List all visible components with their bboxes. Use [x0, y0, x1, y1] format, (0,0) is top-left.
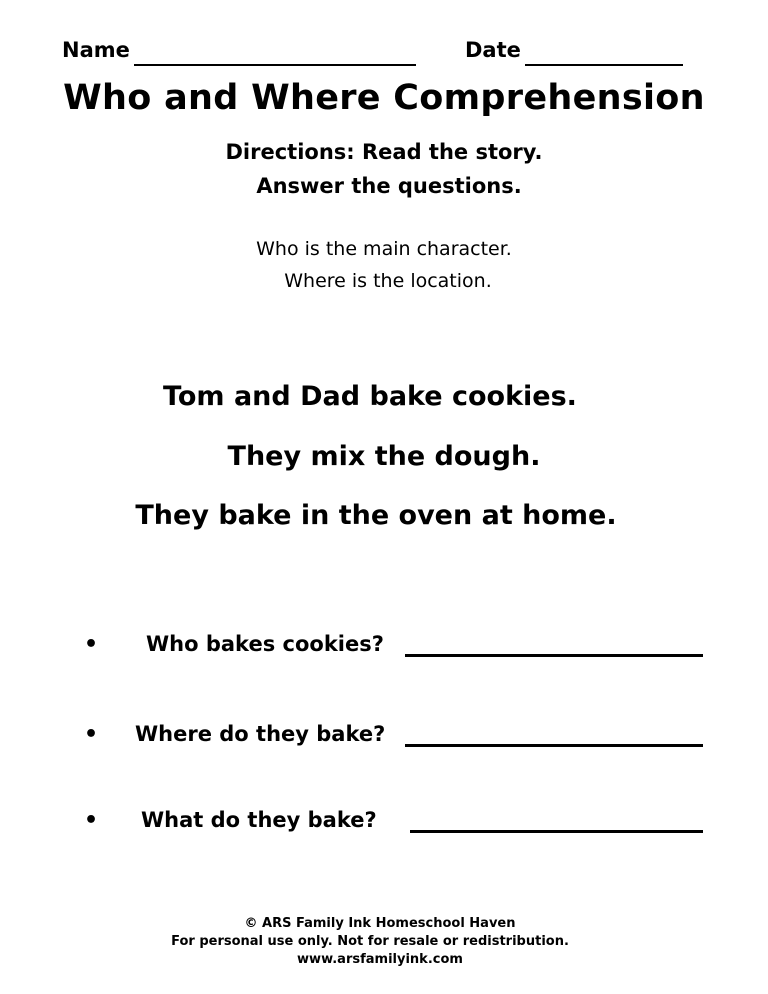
footer-website-link[interactable]: www.arsfamilyink.com	[297, 952, 463, 967]
footer-usage-notice: For personal use only. Not for resale or redistribution.	[171, 934, 569, 949]
date-answer-line[interactable]	[525, 64, 683, 66]
question-3-answer-line[interactable]	[410, 830, 703, 833]
bullet-icon: •	[84, 632, 99, 657]
story-sentence-2: They mix the dough.	[227, 441, 541, 472]
story-sentence-3: They bake in the oven at home.	[135, 500, 617, 531]
story-sentence-1: Tom and Dad bake cookies.	[163, 381, 577, 412]
bullet-icon: •	[84, 722, 99, 747]
question-3-label: What do they bake?	[141, 808, 377, 832]
worksheet-title: Who and Where Comprehension	[63, 78, 705, 118]
directions-line-1: Directions: Read the story.	[225, 140, 543, 164]
question-2-label: Where do they bake?	[135, 722, 386, 746]
name-label: Name	[62, 38, 130, 62]
question-1-label: Who bakes cookies?	[146, 632, 384, 656]
date-label: Date	[465, 38, 521, 62]
question-1-answer-line[interactable]	[405, 654, 703, 657]
bullet-icon: •	[84, 808, 99, 833]
directions-line-2: Answer the questions.	[256, 174, 522, 198]
hint-line-2: Where is the location.	[284, 270, 492, 292]
question-2-answer-line[interactable]	[405, 744, 703, 747]
name-answer-line[interactable]	[134, 64, 416, 66]
hint-line-1: Who is the main character.	[256, 238, 512, 260]
footer-copyright: © ARS Family Ink Homeschool Haven	[244, 916, 516, 931]
